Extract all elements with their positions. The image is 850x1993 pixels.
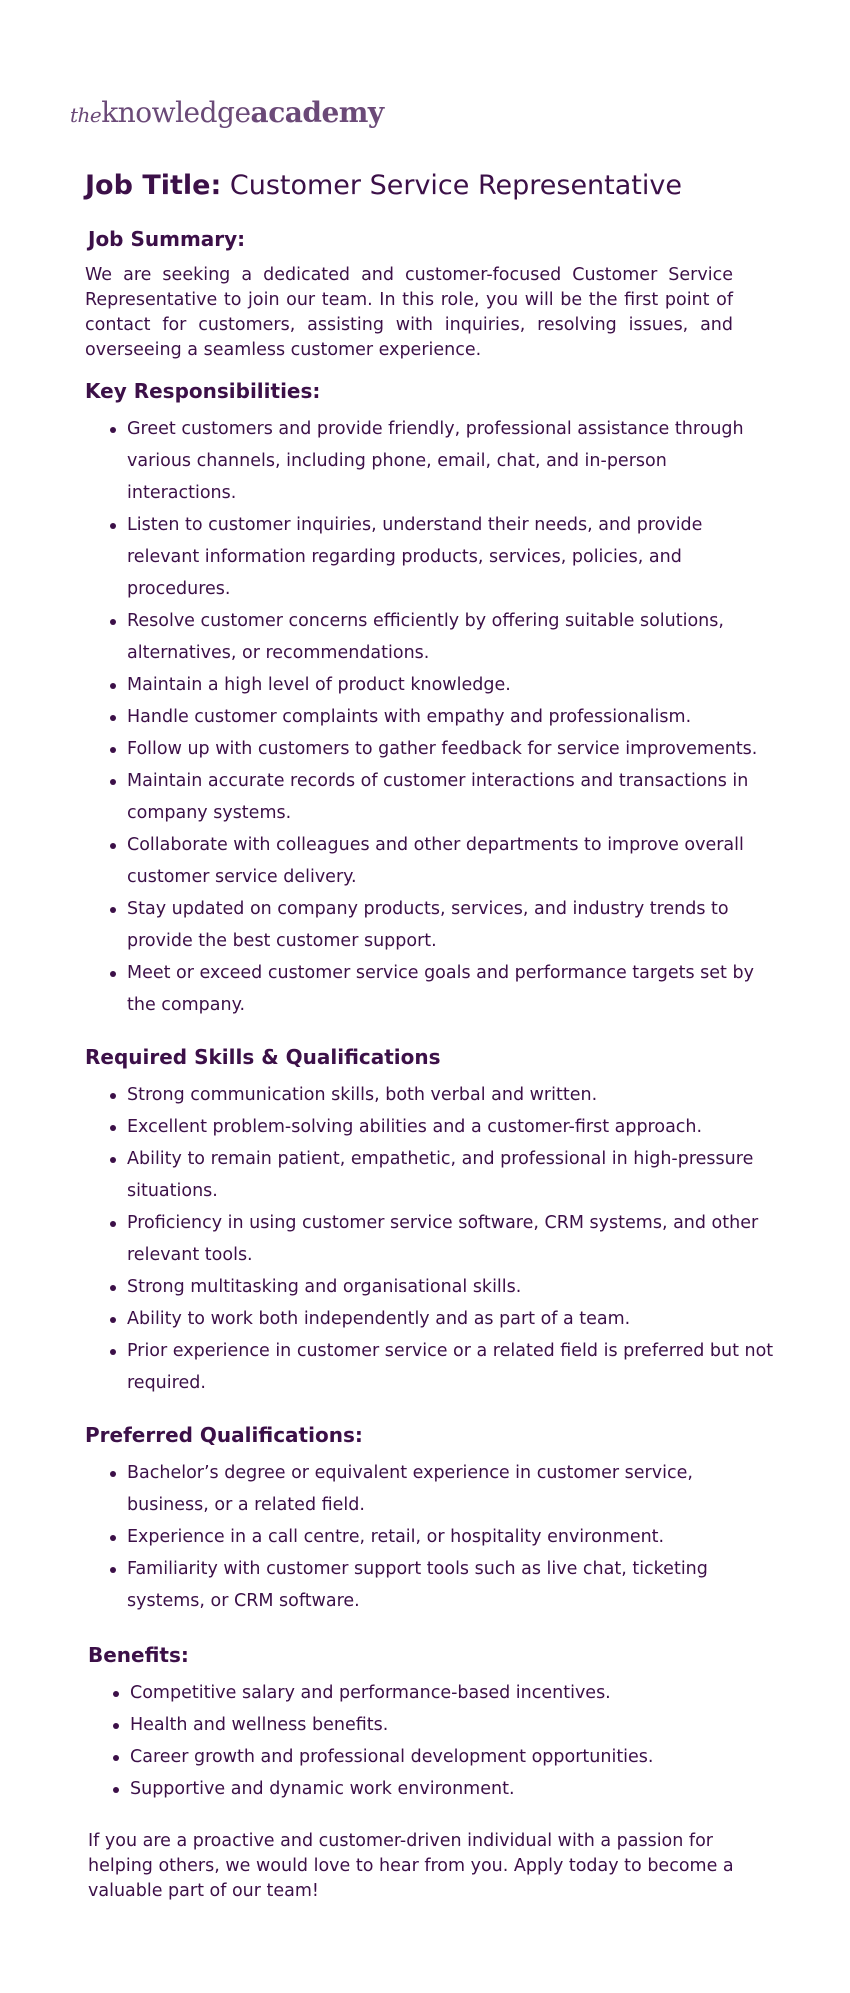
list-item: Meet or exceed customer service goals and performance targets set by the company. <box>127 957 767 1021</box>
list-item: Proficiency in using customer service software, CRM systems, and other relevant tools. <box>127 1207 792 1271</box>
summary-heading: Job Summary: <box>88 227 246 251</box>
job-title-label: Job Title: <box>85 170 222 201</box>
preferred-list <box>85 1457 785 1617</box>
benefits-list <box>88 1677 785 1805</box>
list-item: Strong multitasking and organisational skills. <box>127 1271 792 1303</box>
responsibilities-heading: Key Responsibilities: <box>85 379 321 403</box>
list-item: Competitive salary and performance-based incentives. <box>130 1677 785 1709</box>
list-item: Ability to remain patient, empathetic, and professional in high-pressure situations. <box>127 1143 792 1207</box>
logo-prefix: the <box>70 103 102 127</box>
list-item: Stay updated on company products, services, and industry trends to provide the best customer support. <box>127 893 767 957</box>
list-item: Career growth and professional development opportunities. <box>130 1741 785 1773</box>
list-item: Handle customer complaints with empathy and professionalism. <box>127 701 767 733</box>
list-item: Collaborate with colleagues and other departments to improve overall customer service delivery. <box>127 829 767 893</box>
list-item: Bachelor’s degree or equivalent experience in customer service, business, or a related field. <box>127 1457 727 1521</box>
responsibilities-list <box>85 413 785 1021</box>
list-item: Prior experience in customer service or a related field is preferred but not required. <box>127 1335 792 1399</box>
list-item: Strong communication skills, both verbal and written. <box>127 1079 792 1111</box>
list-item: Excellent problem-solving abilities and a customer-first approach. <box>127 1111 792 1143</box>
summary-text: We are seeking a dedicated and customer-focused Customer Service Representative to join our team. In this role, you will be the first point of contact for customers, assisting with inquiries, resolving issues, and overseeing a seamless customer experience. <box>85 265 733 360</box>
job-description <box>85 170 785 1904</box>
job-title <box>85 170 785 201</box>
company-logo <box>70 96 384 129</box>
closing-text: If you are a proactive and customer-driven individual with a passion for helping others, we would love to hear from you. Apply today to become a valuable part of our team! <box>88 1831 734 1901</box>
list-item: Follow up with customers to gather feedback for service improvements. <box>127 733 767 765</box>
logo-word-knowledge: knowledge <box>101 96 251 129</box>
list-item: Ability to work both independently and as part of a team. <box>127 1303 792 1335</box>
skills-heading: Required Skills & Qualifications <box>85 1045 441 1069</box>
list-item: Maintain a high level of product knowledge. <box>127 669 767 701</box>
list-item: Experience in a call centre, retail, or hospitality environment. <box>127 1521 727 1553</box>
list-item: Supportive and dynamic work environment. <box>130 1773 785 1805</box>
preferred-heading: Preferred Qualifications: <box>85 1423 363 1447</box>
benefits-heading: Benefits: <box>88 1643 189 1667</box>
list-item: Greet customers and provide friendly, professional assistance through various channels, including phone, email, chat, and in-person interactions. <box>127 413 767 509</box>
list-item: Resolve customer concerns efficiently by offering suitable solutions, alternatives, or recommendations. <box>127 605 767 669</box>
list-item: Listen to customer inquiries, understand their needs, and provide relevant information regarding products, services, policies, and procedures. <box>127 509 767 605</box>
list-item: Health and wellness benefits. <box>130 1709 785 1741</box>
skills-list <box>85 1079 785 1399</box>
logo-word-academy: academy <box>250 96 384 129</box>
job-title-value: Customer Service Representative <box>229 170 682 201</box>
list-item: Maintain accurate records of customer interactions and transactions in company systems. <box>127 765 767 829</box>
list-item: Familiarity with customer support tools such as live chat, ticketing systems, or CRM software. <box>127 1553 727 1617</box>
